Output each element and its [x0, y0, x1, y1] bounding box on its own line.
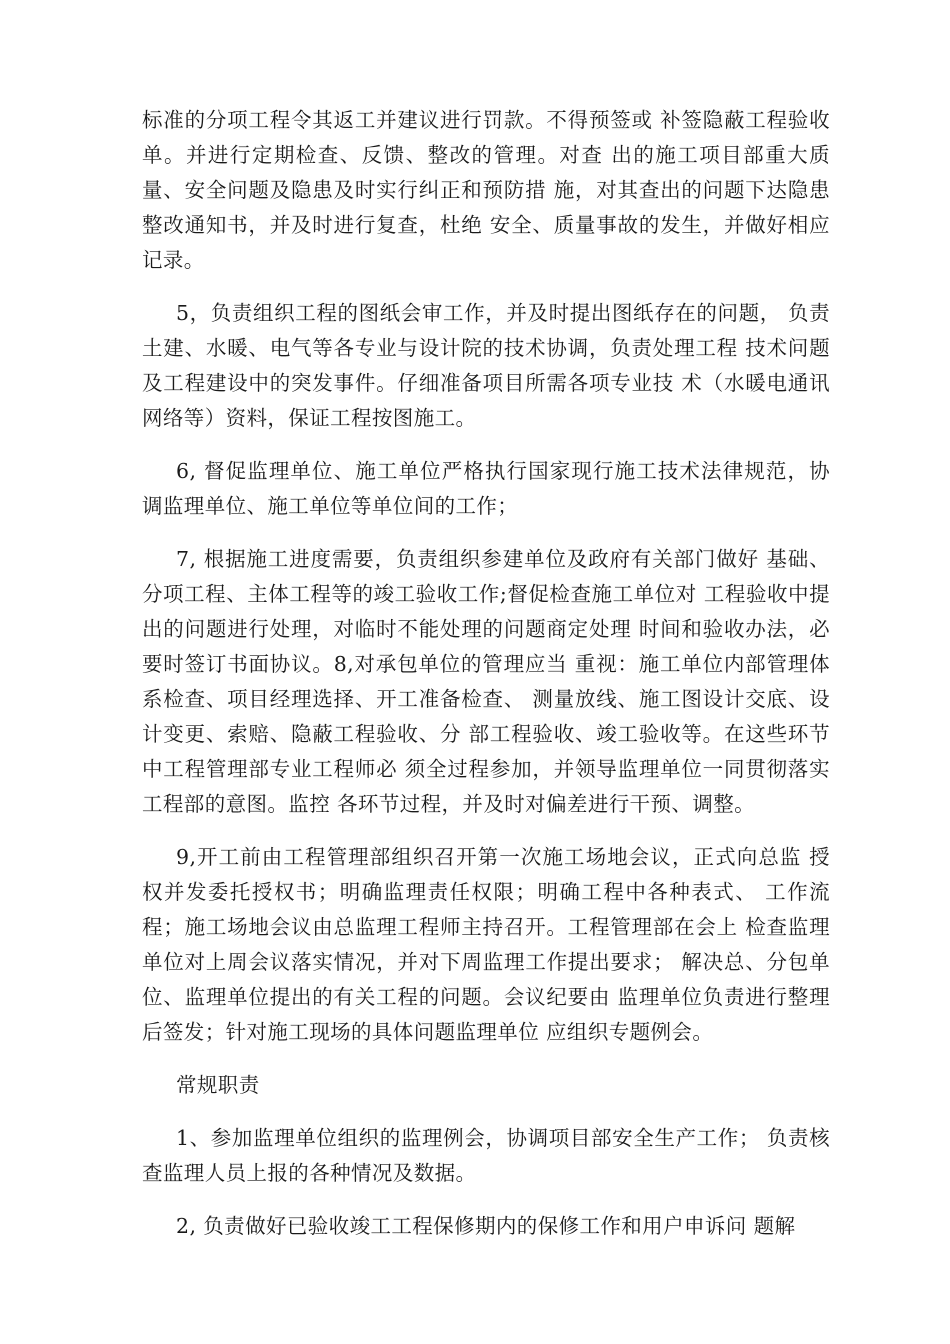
paragraph-item-7: 7, 根据施工进度需要，负责组织参建单位及政府有关部门做好 基础、分项工程、主体工程等的竣工验收工作;督促检查施工单位对 工程验收中提出的问题进行处理，对临时不能处理的问题商定处理 时间和验收办法，必要时签订书面协议。8,对承包单位的管理应当 重视：施工单位内部管理体系检查、项目经理选择、开工准备检查、 测量放线、施工图设计交底、设计变更、索赔、隐蔽工程验收、分 部工程验收、竣工验收等。在这些环节中工程管理部专业工程师必 须全过程参加，并领导监理单位一同贯彻落实工程部的意图。监控 各环节过程，并及时对偏差进行干预、调整。	[142, 547, 830, 816]
duty-item-1: 1、参加监理单位组织的监理例会，协调项目部安全生产工作； 负责核查监理人员上报的各种情况及数据。	[142, 1126, 830, 1185]
paragraph-item-5: 5，负责组织工程的图纸会审工作，并及时提出图纸存在的问题， 负责土建、水暖、电气等各专业与设计院的技术协调，负责处理工程 技术问题及工程建设中的突发事件。仔细准备项目所需各项专业技 术（水暖电通讯网络等）资料，保证工程按图施工。	[142, 301, 830, 430]
paragraph-item-6: 6, 督促监理单位、施工单位严格执行国家现行施工技术法律规范，协调监理单位、施工单位等单位间的工作；	[142, 459, 830, 518]
paragraph-item-9: 9,开工前由工程管理部组织召开第一次施工场地会议，正式向总监 授权并发委托授权书；明确监理责任权限；明确工程中各种表式、 工作流程；施工场地会议由总监理工程师主持召开。工程管理部在会上 检查监理单位对上周会议落实情况，并对下周监理工作提出要求； 解决总、分包单位、监理单位提出的有关工程的问题。会议纪要由 监理单位负责进行整理后签发；针对施工现场的具体问题监理单位 应组织专题例会。	[142, 845, 830, 1044]
section-heading: 常规职责	[176, 1073, 260, 1097]
document-body	[142, 103, 830, 1262]
duty-item-2: 2, 负责做好已验收竣工工程保修期内的保修工作和用户申诉问 题解	[176, 1214, 796, 1238]
paragraph-continuation: 标准的分项工程令其返工并建议进行罚款。不得预签或 补签隐蔽工程验收单。并进行定期检查、反馈、整改的管理。对查 出的施工项目部重大质量、安全问题及隐患及时实行纠正和预防措 施，对其查出的问题下达隐患整改通知书，并及时进行复查，杜绝 安全、质量事故的发生，并做好相应记录。	[142, 108, 830, 272]
